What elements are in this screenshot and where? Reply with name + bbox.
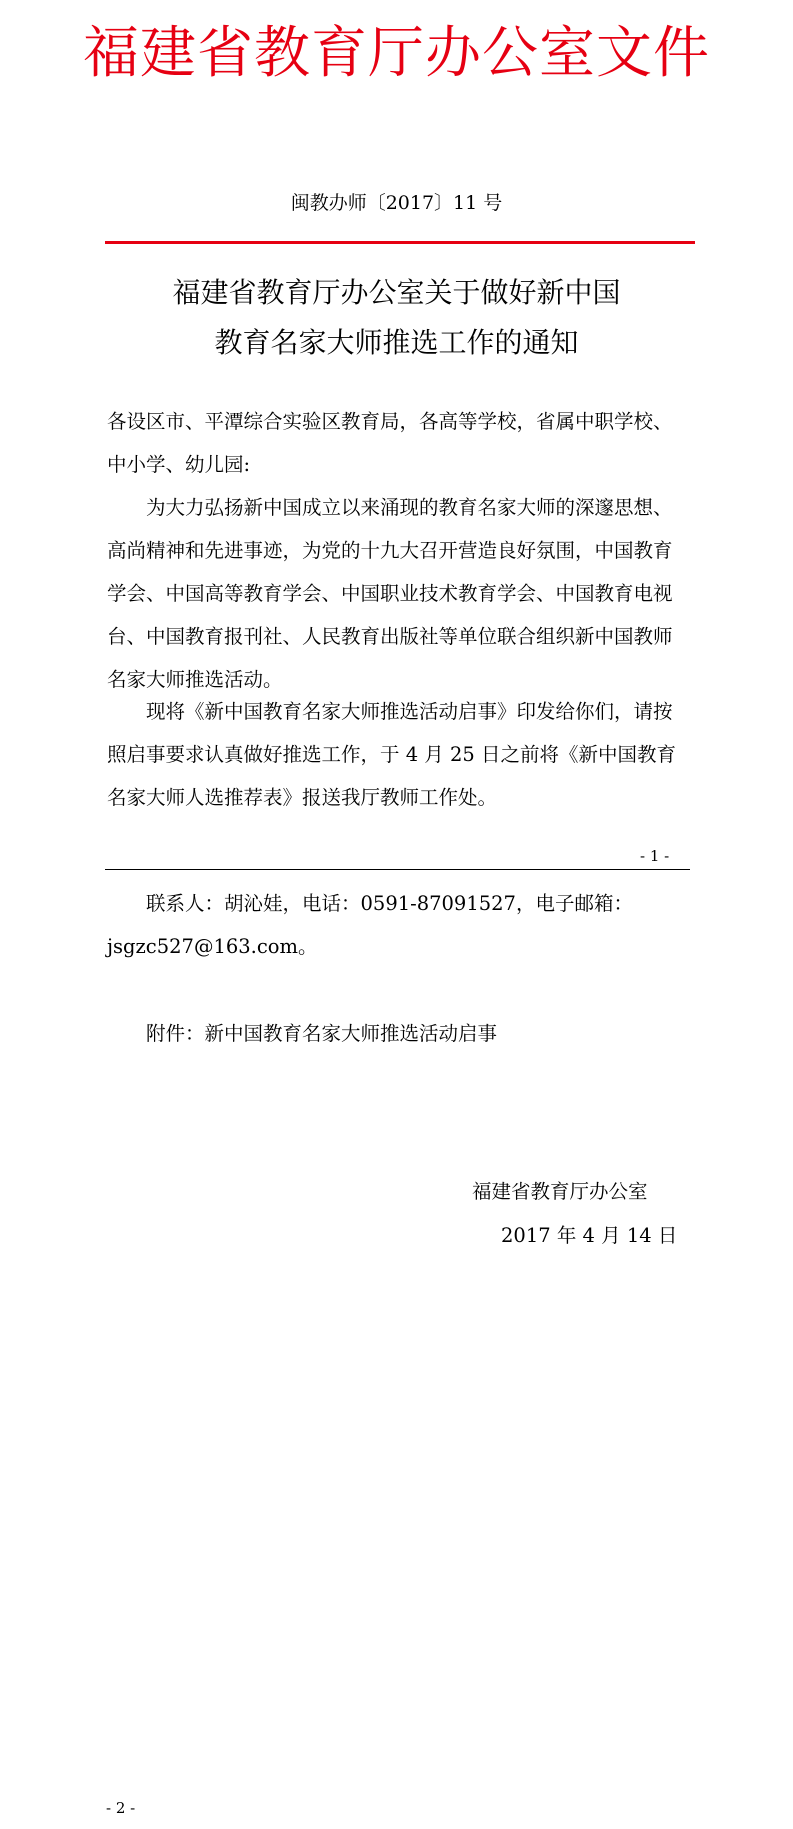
issuer-heading: 福建省教育厅办公室文件 [83,21,710,86]
contact-info: 联系人：胡沁娃，电话：0591-87091527，电子邮箱：jsgzc527@163.com。 [107,892,633,958]
body-paragraph-2: 现将《新中国教育名家大师推选活动启事》印发给你们，请按照启事要求认真做好推选工作，于 4 月 25 日之前将《新中国教育名家大师人选推荐表》报送我厅教师工作处。 [107,700,677,809]
notice-title-line-2: 教育名家大师推选工作的通知 [214,326,579,359]
document-number: 闽教办师〔2017〕11 号 [290,192,503,214]
page-number-1: - 1 - [640,847,670,865]
notice-title-line-1: 福建省教育厅办公室关于做好新中国 [172,276,621,309]
page-number-2: - 2 - [106,1799,136,1817]
attachment-line: 附件：新中国教育名家大师推选活动启事 [146,1022,498,1045]
signature-org: 福建省教育厅办公室 [472,1180,648,1203]
page-divider [105,869,690,870]
body-paragraph-1: 为大力弘扬新中国成立以来涌现的教育名家大师的深邃思想、高尚精神和先进事迹，为党的十九大召开营造良好氛围，中国教育学会、中国高等教育学会、中国职业技术教育学会、中国教育电视台、中国教育报刊社、人民教育出版社等单位联合组织新中国教师名家大师推选活动。 [107,496,673,691]
signature-date: 2017 年 4 月 14 日 [501,1224,678,1247]
addressee: 各设区市、平潭综合实验区教育局，各高等学校，省属中职学校、中小学、幼儿园: [107,410,673,476]
red-divider [105,241,695,244]
